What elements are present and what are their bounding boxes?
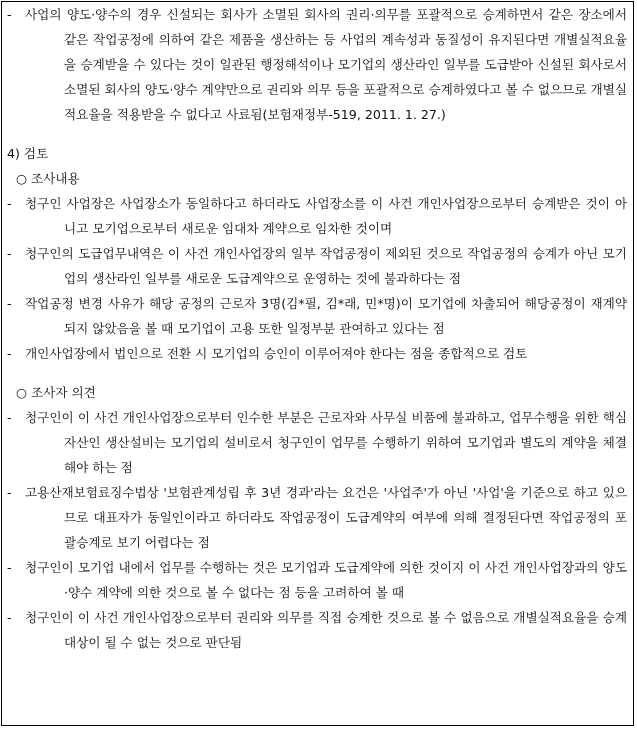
paragraph-text: 작업공정 변경 사유가 해당 공정의 근로자 3명(김*필, 김*래, 민*명)이 모기업에 차출되어 해당공정이 재계약되지 않았음을 볼 때 모기업이 고용 또한 일정부분 관여하고 있다는 점: [25, 296, 627, 336]
list-item: [7, 480, 627, 555]
paragraph-text: 고용산재보험료징수법상 '보험관계성립 후 3년 경과'라는 요건은 '사업주'가 아닌 '사업'을 기준으로 하고 있으므로 대표자가 동일인이라고 하더라도 작업공정이 도급계약의 여부에 의해 결정된다면 작업공정의 포괄승계로 보기 어렵다는 점: [25, 485, 627, 550]
bullet-dash: -: [7, 560, 12, 575]
bullet-dash: -: [7, 485, 12, 500]
paragraph-text: 청구인 사업장은 사업장소가 동일하다고 하더라도 사업장소를 이 사건 개인사업장으로부터 승계받은 것이 아니고 모기업으로부터 새로운 임대차 계약으로 임차한 것이며: [25, 196, 627, 236]
list-item: [7, 191, 627, 241]
paragraph-text: 사업의 양도·양수의 경우 신설되는 회사가 소멸된 회사의 권리·의무를 포괄적으로 승계하면서 같은 장소에서 같은 작업공정에 의하여 같은 제품을 생산하는 등 사업의 계속성과 동질성이 유지된다면 개별실적요율을 승계받을 수 있다는 것이 일관된 행정해석이나 모기업의 생산라인 일부를 도급받아 신설된 회사로서 소멸된 회사의 양도·양수 계약만으로 권리와 의무 등을 포괄적으로 승계하였다고 볼 수 없으므로 개별실적요율을 적용받을 수 없다고 사료됨(보험재정부-519, 2011. 1. 27.): [25, 7, 627, 122]
bullet-dash: -: [7, 410, 12, 425]
paragraph-text: 청구인의 도급업무내역은 이 사건 개인사업장의 일부 작업공정이 제외된 것으로 작업공정의 승계가 아닌 모기업의 생산라인 일부를 새로운 도급계약으로 운영하는 것에 불과하다는 점: [25, 246, 627, 286]
list-item: [7, 405, 627, 480]
bullet-dash: -: [7, 296, 12, 311]
list-item: [7, 555, 627, 605]
bullet-dash: -: [7, 196, 12, 211]
bullet-dash: -: [7, 610, 12, 625]
paragraph-text: 개인사업장에서 법인으로 전환 시 모기업의 승인이 이루어져야 한다는 점을 종합적으로 검토: [25, 346, 528, 361]
bullet-dash: -: [7, 246, 12, 261]
bullet-dash: -: [7, 346, 12, 361]
list-item: [7, 2, 627, 127]
list-item: [7, 291, 627, 341]
paragraph-text: 청구인이 모기업 내에서 업무를 수행하는 것은 모기업과 도급계약에 의한 것이지 이 사건 개인사업장과의 양도·양수 계약에 의한 것으로 볼 수 없다는 점 등을 고려하여 볼 때: [25, 560, 627, 600]
section-heading: 4) 검토: [7, 146, 49, 161]
paragraph-text: 청구인이 이 사건 개인사업장으로부터 인수한 부분은 근로자와 사무실 비품에 불과하고, 업무수행을 위한 핵심 자산인 생산설비는 모기업의 설비로서 청구인이 업무를 수행하기 위하여 모기업과 별도의 계약을 체결해야 하는 점: [25, 410, 627, 475]
list-item: [7, 241, 627, 291]
paragraph-text: 청구인이 이 사건 개인사업장으로부터 권리와 의무를 직접 승계한 것으로 볼 수 없음으로 개별실적요율을 승계대상이 될 수 없는 것으로 판단됨: [25, 610, 627, 650]
subsection-title-investigation: ○ 조사내용: [16, 171, 80, 186]
subsection-title-opinion: ○ 조사자 의견: [16, 385, 96, 400]
list-item: [7, 605, 627, 655]
list-item: [7, 341, 627, 366]
bullet-dash: -: [7, 7, 12, 22]
document-body: [7, 2, 627, 655]
